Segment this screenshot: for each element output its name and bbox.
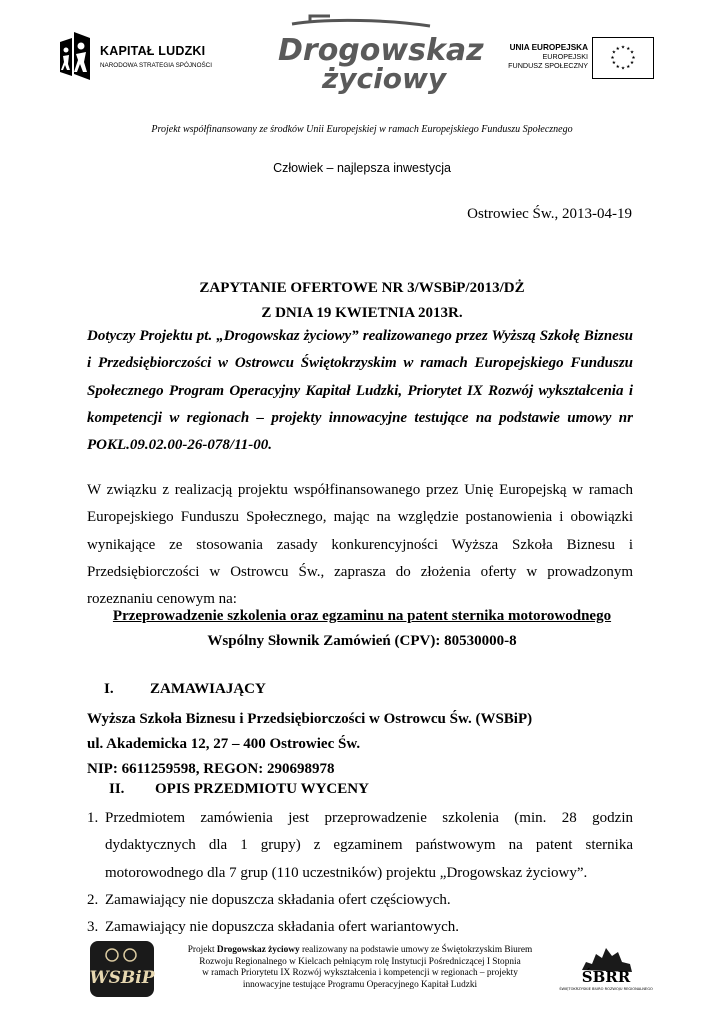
svg-text:★: ★ xyxy=(620,66,626,72)
cpv-code: Wspólny Słownik Zamówień (CPV): 80530000-8 xyxy=(207,633,517,649)
sbrr-logo xyxy=(559,940,653,998)
footer-line1-post: realizowany na podstawie umowy ze Świętokrzyskim Biurem xyxy=(299,945,533,955)
svg-text:★: ★ xyxy=(629,61,635,67)
footer-line1 xyxy=(170,945,550,957)
contact-ids: NIP: 6611259598, REGON: 290698978 xyxy=(87,761,335,777)
footer-line3: w ramach Priorytetu IX Rozwój wykształcenia i kompetencji w regionach – projekty xyxy=(202,968,518,978)
list-item-text: Zamawiający nie dopuszcza składania ofert wariantowych. xyxy=(105,919,460,936)
kapital-ludzki-mark-icon xyxy=(60,32,90,80)
kapital-ludzki-subtitle: NARODOWA STRATEGIA SPÓJNOŚCI xyxy=(100,62,212,69)
contact-address: ul. Akademicka 12, 27 – 400 Ostrowiec Św. xyxy=(87,736,361,752)
cofinancing-note: Projekt współfinansowany ze środków Unii Europejskiej w ramach Europejskiego Funduszu Społecznego xyxy=(151,124,573,135)
footer-line2: Rozwoju Regionalnego w Kielcach pełniącym rolę Instytucji Pośredniczącej I Stopnia xyxy=(199,956,521,967)
zyciowy-word: życiowy xyxy=(322,62,447,95)
kapital-ludzki-logo xyxy=(60,32,260,82)
list-item-number: 2. xyxy=(87,891,99,908)
svg-text:★: ★ xyxy=(626,65,631,70)
svg-text:★: ★ xyxy=(626,46,631,52)
svg-text:★: ★ xyxy=(611,61,617,67)
svg-text:★: ★ xyxy=(620,45,626,51)
document-title: ZAPYTANIE OFERTOWE NR 3/WSBiP/2013/DŻ xyxy=(199,280,525,296)
eu-line3: FUNDUSZ SPOŁECZNY xyxy=(508,61,588,70)
eu-line2: EUROPEJSKI xyxy=(542,52,588,61)
svg-text:★: ★ xyxy=(615,65,620,70)
list-item-text: Przedmiotem zamówienia jest przeprowadzenie szkolenia (min. 28 godzin dydaktycznych dla 1 grupy) z egzaminem państwowym na patent sternika motorowodnego dla 7 grup (110 uczestników) projektu „Drogowskaz życiowy”. xyxy=(105,810,633,881)
section-title: ZAMAWIAJĄCY xyxy=(150,681,266,697)
document-date-heading: Z DNIA 19 KWIETNIA 2013R. xyxy=(261,305,463,321)
invitation-paragraph: W związku z realizacją projektu współfinansowanego przez Unię Europejską w ramach Europejskiego Funduszu Społecznego, mając na względzie postanowienia i obowiązki wynikające ze stosowania zasady konkurencyjności Wyższa Szkoła Biznesu i Przedsiębiorczości w Ostrowcu Św., zaprasza do złożenia oferty w prowadzonym rozeznaniu cenowym na: xyxy=(87,482,633,608)
sbrr-logo-subtitle: ŚWIĘTOKRZYSKIE BIURO ROZWOJU REGIONALNEGO xyxy=(559,987,653,991)
footer-line4: innowacyjne testujące Programu Operacyjnego Kapitał Ludzki xyxy=(242,979,478,990)
section-heading-ordering-party xyxy=(104,681,266,698)
footer-note xyxy=(170,945,550,991)
eu-fund-text xyxy=(496,43,588,70)
list-item-number: 3. xyxy=(87,919,99,936)
project-intro: Dotyczy Projektu pt. „Drogowskaz życiowy” realizowanego przez Wyższą Szkołę Biznesu i Przedsiębiorczości w Ostrowcu Świętokrzyskim w ramach Europejskiego Funduszu Społecznego Program Operacyjny Kapitał Ludzki, Priorytet IX Rozwój wykształcenia i kompetencji w regionach – projekty innowacyjne testujące na podstawie umowy nr POKL.09.02.00-26-078/11-00. xyxy=(87,328,633,454)
description-list xyxy=(87,805,633,941)
drogowskaz-word: Drogowskaz xyxy=(278,33,484,68)
wsbip-logo-text: WSBiP xyxy=(89,968,155,988)
list-item-text: Zamawiający nie dopuszcza składania ofert częściowych. xyxy=(105,891,451,908)
wsbip-logo-icon xyxy=(90,941,154,997)
sbrr-logo-text: ŚBRR xyxy=(581,968,631,986)
section-heading-description xyxy=(109,781,369,798)
contact-name: Wyższa Szkoła Biznesu i Przedsiębiorczości w Ostrowcu Św. (WSBiP) xyxy=(87,711,533,727)
order-subject: Przeprowadzenie szkolenia oraz egzaminu na patent sternika motorowodnego xyxy=(112,608,612,624)
kapital-ludzki-title: KAPITAŁ LUDZKI xyxy=(100,44,206,58)
footer-line1-pre: Projekt xyxy=(187,945,217,955)
section-number: II. xyxy=(109,781,125,797)
list-item xyxy=(87,887,633,914)
svg-text:★: ★ xyxy=(615,46,620,52)
footer-project-name: Drogowskaz życiowy xyxy=(216,945,300,955)
svg-text:★: ★ xyxy=(611,50,617,56)
drogowskaz-zyciowy-logo xyxy=(270,16,484,95)
document-date: Ostrowiec Św., 2013-04-19 xyxy=(467,206,632,222)
section-title: OPIS PRZEDMIOTU WYCENY xyxy=(155,781,369,797)
motto: Człowiek – najlepsza inwestycja xyxy=(273,161,451,175)
list-item-number: 1. xyxy=(87,810,99,826)
ordering-party-contact xyxy=(87,707,532,782)
list-item xyxy=(87,914,633,941)
svg-text:★: ★ xyxy=(631,55,636,61)
eu-line1: UNIA EUROPEJSKA xyxy=(509,43,588,52)
eu-flag-icon xyxy=(592,37,654,79)
svg-text:★: ★ xyxy=(610,55,615,61)
list-item xyxy=(87,805,633,887)
section-number: I. xyxy=(104,681,114,697)
wsbip-logo xyxy=(90,941,154,997)
svg-text:★: ★ xyxy=(629,50,635,56)
